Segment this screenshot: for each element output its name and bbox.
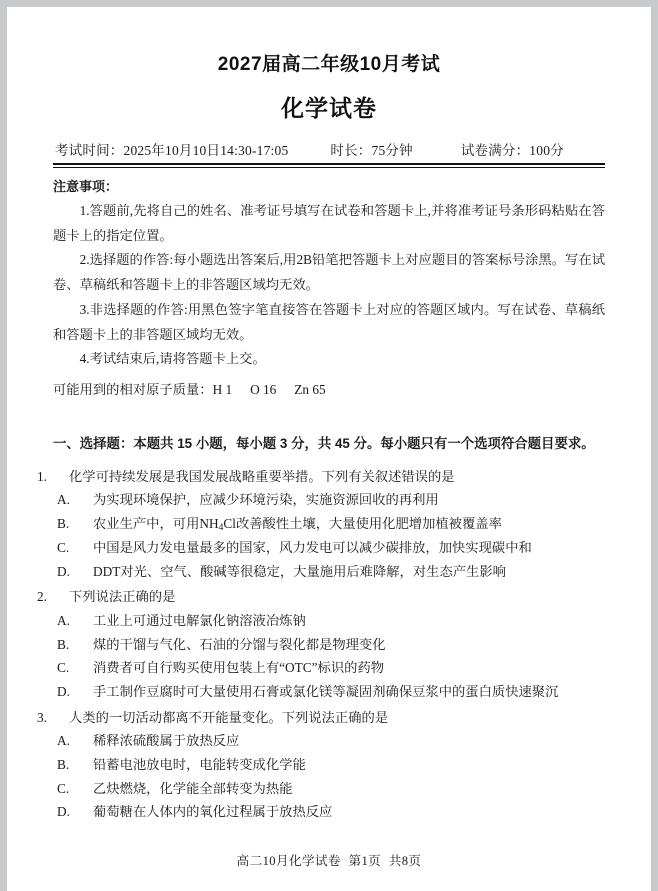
atomic-mass-label: 可能用到的相对原子质量： — [53, 382, 213, 398]
option-text: 手工制作豆腐时可大量使用石膏或氯化镁等凝固剂确保豆浆中的蛋白质快速聚沉 — [93, 683, 559, 699]
question-stem — [37, 706, 605, 730]
option-item[interactable] — [53, 633, 605, 657]
option-letter: A. — [57, 612, 70, 628]
atomic-mass-zn: Zn 65 — [294, 382, 326, 398]
option-list — [53, 729, 605, 824]
option-letter: A. — [57, 733, 70, 749]
option-letter: C. — [57, 660, 70, 676]
question-item — [37, 706, 605, 824]
atomic-mass-o: O 16 — [250, 382, 277, 398]
option-text: 铅蓄电池放电时，电能转变成化学能 — [93, 756, 306, 772]
option-item[interactable] — [53, 512, 605, 536]
option-letter: D. — [57, 804, 70, 820]
option-text: 乙炔燃烧，化学能全部转变为热能 — [93, 780, 293, 796]
option-item[interactable] — [53, 753, 605, 777]
option-item[interactable] — [53, 680, 605, 704]
option-text: 农业生产中，可用$NH_4Cl$改善酸性土壤，大量使用化肥增加植被覆盖率 — [93, 515, 502, 533]
option-letter: D. — [57, 563, 70, 579]
atomic-mass-h: H 1 — [212, 382, 233, 398]
option-text: 中国是风力发电量最多的国家，风力发电可以减少碳排放，加快实现碳中和 — [93, 539, 532, 555]
question-stem — [37, 465, 605, 489]
notice-item: 2.选择题的作答:每小题选出答案后,用2B铅笔把答题卡上对应题目的答案标号涂黑。写在试卷、草稿纸和答题卡上的非答题区域均无效。 — [53, 252, 605, 293]
option-item[interactable] — [53, 656, 605, 680]
question-stem — [37, 585, 605, 609]
option-list — [53, 488, 605, 583]
footer-page-number: 第1页 — [348, 854, 382, 868]
section-heading-multiple-choice: 一、选择题：本题共 15 小题，每小题 3 分，共 45 分。每小题只有一个选项符合题目要求。 — [53, 435, 595, 451]
notice-block — [53, 176, 605, 403]
notice-heading: 注意事项： — [53, 179, 119, 194]
option-text: 消费者可自行购买使用包装上有“OTC”标识的药物 — [93, 660, 385, 676]
question-text: 人类的一切活动都离不开能量变化。下列说法正确的是 — [69, 709, 389, 725]
question-number: 2. — [37, 589, 47, 605]
option-text: DDT对光、空气、酸碱等很稳定，大量施用后难降解，对生态产生影响 — [93, 563, 506, 579]
exam-info-row — [53, 139, 605, 163]
option-item[interactable] — [53, 488, 605, 512]
question-number: 1. — [37, 468, 47, 484]
exam-duration-label: 时长：75分钟 — [330, 143, 413, 158]
option-text: 煤的干馏与气化、石油的分馏与裂化都是物理变化 — [93, 636, 386, 652]
page-title: 2027届高二年级10月考试 — [217, 54, 441, 75]
option-text: 葡萄糖在人体内的氧化过程属于放热反应 — [93, 804, 333, 820]
option-letter: B. — [57, 636, 70, 652]
exam-paper-sheet — [7, 7, 651, 891]
option-item[interactable] — [53, 536, 605, 560]
notice-item: 1.答题前,先将自己的姓名、准考证号填写在试卷和答题卡上,并将准考证号条形码粘贴在答题卡上的指定位置。 — [53, 203, 605, 243]
page-footer — [7, 850, 651, 869]
option-text: 稀释浓硫酸属于放热反应 — [93, 733, 240, 749]
exam-time-label: 考试时间：2025年10月10日14:30-17:05 — [55, 143, 289, 158]
option-text: 工业上可通过电解氯化钠溶液冶炼钠 — [93, 612, 306, 628]
footer-total-pages: 共8页 — [388, 854, 422, 868]
option-letter: D. — [57, 683, 70, 699]
question-text: 化学可持续发展是我国发展战略重要举措。下列有关叙述错误的是 — [69, 468, 455, 484]
option-item[interactable] — [53, 560, 605, 584]
option-letter: B. — [57, 515, 70, 531]
atomic-mass-line — [53, 378, 605, 403]
page-subtitle: 化学试卷 — [281, 95, 377, 121]
option-item[interactable] — [53, 777, 605, 801]
option-item[interactable] — [53, 609, 605, 633]
question-number: 3. — [37, 709, 47, 725]
header-divider — [53, 163, 605, 168]
option-letter: C. — [57, 539, 70, 555]
question-item — [37, 465, 605, 584]
option-item[interactable] — [53, 729, 605, 753]
option-list — [53, 609, 605, 704]
option-letter: B. — [57, 756, 70, 772]
notice-item: 4.考试结束后,请将答题卡上交。 — [79, 351, 266, 367]
option-letter: A. — [57, 492, 70, 508]
footer-subject: 高二10月化学试卷 — [236, 854, 341, 868]
option-text: 为实现环境保护，应减少环境污染，实施资源回收的再利用 — [93, 492, 439, 508]
notice-item: 3.非选择题的作答:用黑色签字笔直接答在答题卡上对应的答题区域内。写在试卷、草稿纸和答题卡上的非答题区域均无效。 — [53, 301, 605, 342]
option-item[interactable] — [53, 800, 605, 824]
question-item — [37, 585, 605, 703]
exam-total-score-label: 试卷满分：100分 — [460, 143, 564, 158]
option-letter: C. — [57, 780, 70, 796]
question-text: 下列说法正确的是 — [69, 589, 176, 605]
